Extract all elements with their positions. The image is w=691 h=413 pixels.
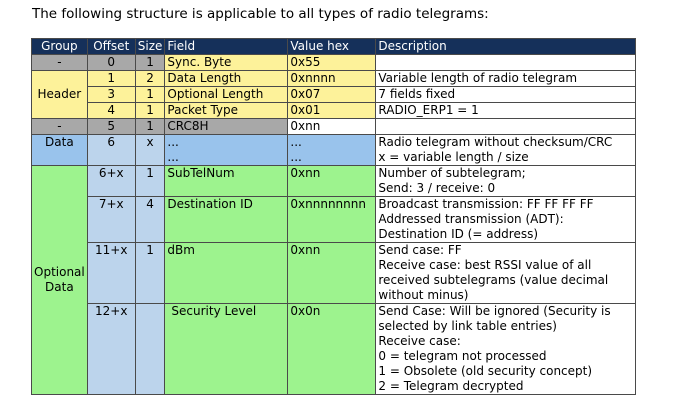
description-cell: Send case: FF Receive case: best RSSI value of all received subtelegrams (value decimal without minus) <box>376 243 636 304</box>
header-group: Group <box>32 39 88 55</box>
offset-cell: 0 <box>87 55 135 71</box>
field-cell: Packet Type <box>165 103 288 119</box>
header-description: Description <box>376 39 636 55</box>
value-cell: 0x07 <box>288 87 376 103</box>
field-cell: ... ... <box>165 135 288 166</box>
description-cell: 7 fields fixed <box>376 87 636 103</box>
value-cell: ... ... <box>288 135 376 166</box>
description-cell: Send Case: Will be ignored (Security is selected by link table entries) Receive case: 0 = telegram not processed 1 = Obsolete (old security concept) 2 = Telegram decrypted <box>376 304 636 395</box>
table-row <box>32 71 636 87</box>
radio-telegram-structure-table <box>31 38 636 395</box>
offset-cell: 11+x <box>87 243 135 304</box>
table-row <box>32 304 636 395</box>
description-cell <box>376 119 636 135</box>
offset-cell: 12+x <box>87 304 135 395</box>
description-cell: Number of subtelegram; Send: 3 / receive: 0 <box>376 166 636 197</box>
table-row <box>32 135 636 166</box>
table-row <box>32 197 636 243</box>
intro-text: The following structure is applicable to all types of radio telegrams: <box>32 6 489 22</box>
size-cell: 1 <box>135 87 165 103</box>
value-cell: 0xnn <box>288 166 376 197</box>
size-cell: 4 <box>135 197 165 243</box>
value-cell: 0xnn <box>288 119 376 135</box>
field-cell: dBm <box>165 243 288 304</box>
field-cell: Data Length <box>165 71 288 87</box>
table-row <box>32 166 636 197</box>
value-cell: 0xnn <box>288 243 376 304</box>
table-row <box>32 103 636 119</box>
value-cell: 0x0n <box>288 304 376 395</box>
size-cell: 1 <box>135 243 165 304</box>
offset-cell: 6+x <box>87 166 135 197</box>
size-cell: 1 <box>135 103 165 119</box>
group-optional-data: Optional Data <box>32 166 88 395</box>
field-cell: Security Level <box>165 304 288 395</box>
description-cell: Radio telegram without checksum/CRC x = variable length / size <box>376 135 636 166</box>
offset-cell: 4 <box>87 103 135 119</box>
header-value-hex: Value hex <box>288 39 376 55</box>
size-cell: 1 <box>135 119 165 135</box>
value-cell: 0xnnnn <box>288 71 376 87</box>
field-cell: Destination ID <box>165 197 288 243</box>
size-cell: 2 <box>135 71 165 87</box>
description-cell <box>376 55 636 71</box>
offset-cell: 3 <box>87 87 135 103</box>
field-cell: SubTelNum <box>165 166 288 197</box>
value-cell: 0xnnnnnnnn <box>288 197 376 243</box>
table-row <box>32 87 636 103</box>
size-cell: 1 <box>135 166 165 197</box>
group-data: Data <box>32 135 88 166</box>
value-cell: 0x01 <box>288 103 376 119</box>
description-cell: RADIO_ERP1 = 1 <box>376 103 636 119</box>
group-crc: - <box>32 119 88 135</box>
table-header-row <box>32 39 636 55</box>
header-offset: Offset <box>87 39 135 55</box>
field-cell: CRC8H <box>165 119 288 135</box>
group-header: Header <box>32 71 88 119</box>
description-cell: Broadcast transmission: FF FF FF FF Addressed transmission (ADT): Destination ID (= address) <box>376 197 636 243</box>
size-cell: x <box>135 135 165 166</box>
field-cell: Optional Length <box>165 87 288 103</box>
offset-cell: 1 <box>87 71 135 87</box>
description-cell: Variable length of radio telegram <box>376 71 636 87</box>
header-size: Size <box>135 39 165 55</box>
group-sync: - <box>32 55 88 71</box>
table-row <box>32 55 636 71</box>
header-field: Field <box>165 39 288 55</box>
table-row <box>32 119 636 135</box>
offset-cell: 6 <box>87 135 135 166</box>
value-cell: 0x55 <box>288 55 376 71</box>
offset-cell: 5 <box>87 119 135 135</box>
field-cell: Sync. Byte <box>165 55 288 71</box>
size-cell <box>135 304 165 395</box>
table-row <box>32 243 636 304</box>
size-cell: 1 <box>135 55 165 71</box>
offset-cell: 7+x <box>87 197 135 243</box>
